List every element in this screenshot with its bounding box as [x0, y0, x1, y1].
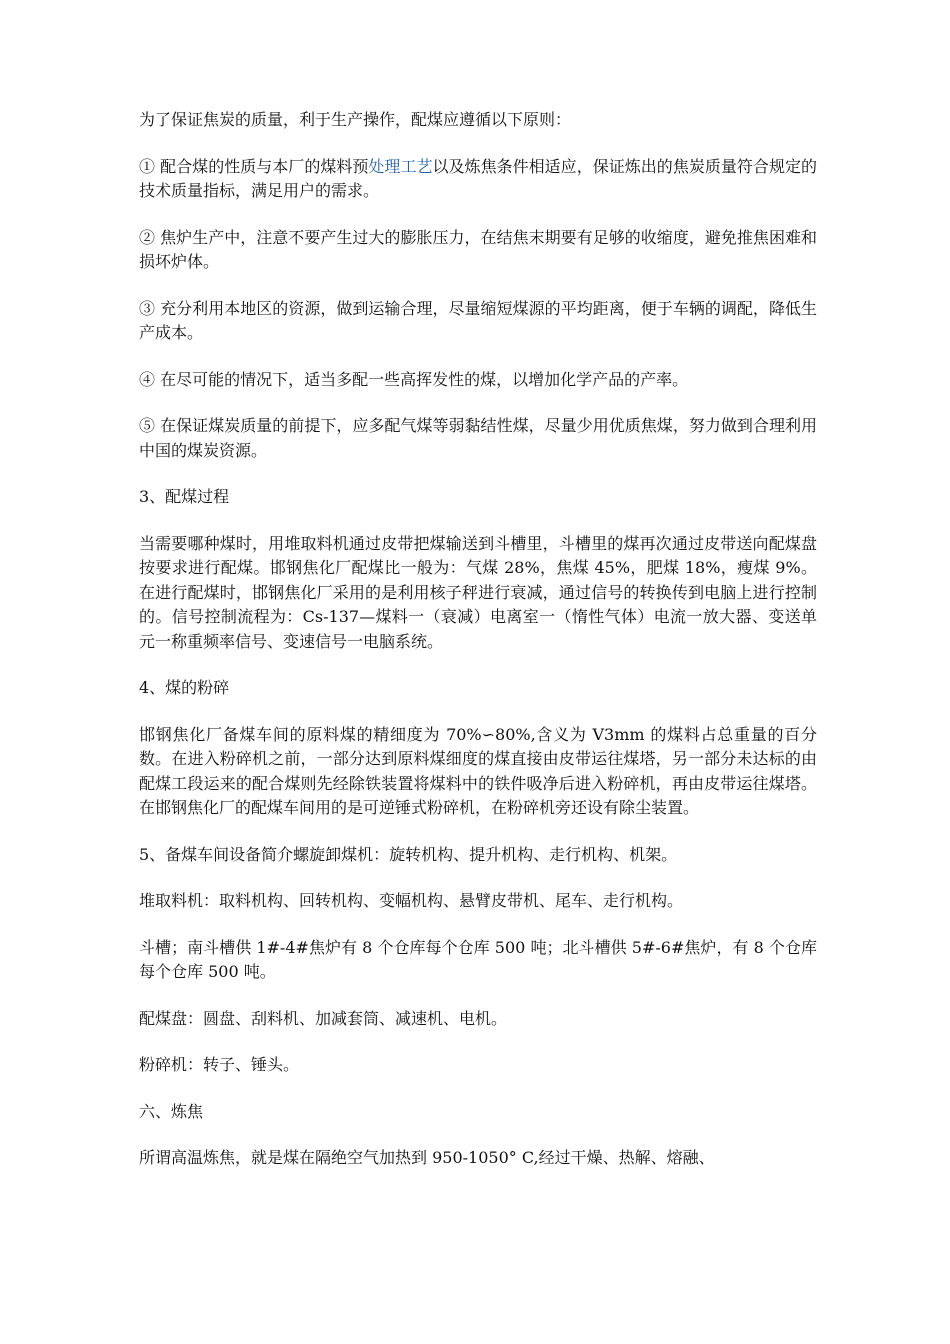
- paragraph-blending-disc: 配煤盘：圆盘、刮料机、加减套筒、减速机、电机。: [139, 1008, 508, 1028]
- section-heading-coal-blending: 3、配煤过程: [139, 487, 230, 506]
- paragraph-equipment-intro: 5、备煤车间设备简介螺旋卸煤机：旋转机构、提升机构、走行机构、机架。: [139, 844, 678, 864]
- paragraph-high-temperature-coking: 所谓高温炼焦，就是煤在隔绝空气加热到 950-1050° C,经过干燥、热解、熔融、: [139, 1148, 715, 1167]
- paragraph-principle-1: [139, 155, 817, 204]
- paragraph-principle-2: ② 焦炉生产中，注意不要产生过大的膨胀压力，在结焦末期要有足够的收缩度，避免推焦困难和损坏炉体。: [139, 227, 817, 271]
- section-heading-coking: 六、炼焦: [139, 1101, 204, 1121]
- principle-1-text-after: 以及炼焦条件相适应，保证炼出的焦炭质量符合规定的技术质量指标，满足用户的需求。: [139, 156, 817, 200]
- paragraph-intro: 为了保证焦炭的质量，利于生产操作，配煤应遵循以下原则：: [139, 110, 572, 129]
- paragraph-crusher: 粉碎机：转子、锤头。: [139, 1055, 300, 1074]
- paragraph-principle-5: ⑤ 在保证煤炭质量的前提下，应多配气煤等弱黏结性煤，尽量少用优质焦煤，努力做到合理利用中国的煤炭资源。: [139, 416, 817, 460]
- section-heading-coal-crushing: 4、煤的粉碎: [139, 678, 230, 697]
- paragraph-stacker-reclaimer: 堆取料机：取料机构、回转机构、变幅机构、悬臂皮带机、尾车、走行机构。: [139, 891, 684, 910]
- paragraph-coal-crushing: 邯钢焦化厂备煤车间的原料煤的精细度为 70%∽80%,含义为 V3mm 的煤料占总重量的百分数。在进入粉碎机之前，一部分达到原料煤细度的煤直接由皮带运往煤塔，另一部分未达标的由配煤工段运来的配合煤则先经除铁装置将煤料中的铁件吸净后进入粉碎机，再由皮带运往煤塔。在邯钢焦化厂的配煤车间用的是可逆锤式粉碎机，在粉碎机旁还设有除尘装置。: [139, 724, 817, 817]
- paragraph-bunkers: 斗槽；南斗槽供 1#-4#焦炉有 8 个仓库每个仓库 500 吨；北斗槽供 5#-6#焦炉，有 8 个仓库每个仓库 500 吨。: [139, 937, 817, 981]
- principle-1-text-before: ① 配合煤的性质与本厂的煤料预: [139, 156, 369, 176]
- paragraph-principle-3: ③ 充分利用本地区的资源，做到运输合理，尽量缩短煤源的平均距离，便于车辆的调配，降低生产成本。: [139, 298, 817, 342]
- processing-technology-link[interactable]: 处理工艺: [368, 156, 433, 176]
- paragraph-principle-4: ④ 在尽可能的情况下，适当多配一些高挥发性的煤，以增加化学产品的产率。: [139, 369, 689, 389]
- paragraph-coal-blending-process: 当需要哪种煤时，用堆取料机通过皮带把煤输送到斗槽里，斗槽里的煤再次通过皮带送向配煤盘按要求进行配煤。邯钢焦化厂配煤比一般为：气煤 28%，焦煤 45%，肥煤 18%，瘦煤 9%。在进行配煤时，邯钢焦化厂采用的是利用核子秤进行衰减，通过信号的转换传到电脑上进行控制的。信号控制流程为：Cs-137—煤料一（衰减）电离室一（惰性气体）电流一放大器、变送单元一称重频率信号、变速信号一电脑系统。: [139, 533, 817, 651]
- document-body: [139, 108, 817, 1193]
